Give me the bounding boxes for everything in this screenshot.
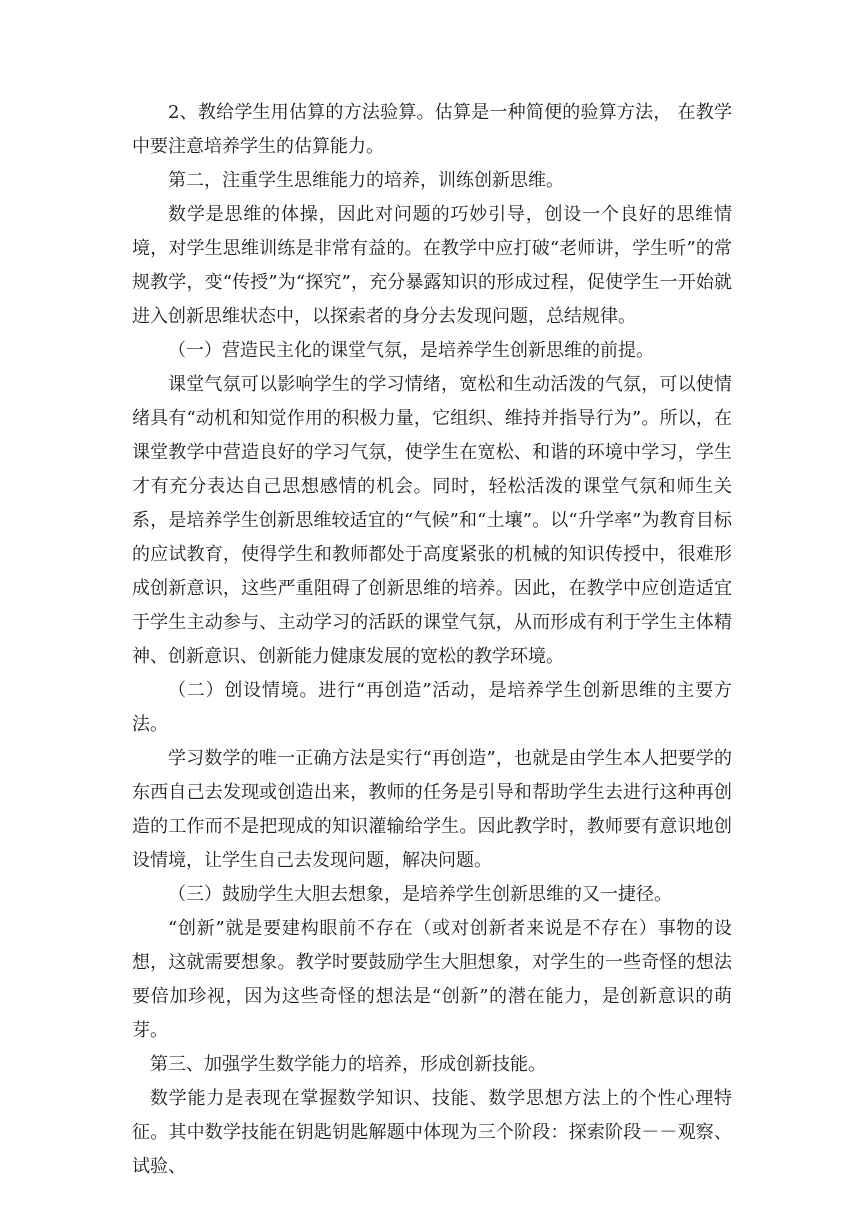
paragraph-recreation: 学习数学的唯一正确方法是实行“再创造”，也就是由学生本人把要学的东西自己去发现或创造出来，教师的任务是引导和帮助学生去进行这种再创造的工作而不是把现成的知识灌输给学生。因此教学时，教师要有意识地创设情境，让学生自己去发现问题，解决问题。 — [132, 748, 732, 871]
paragraph-classroom-atmosphere: 课堂气氛可以影响学生的学习情绪，宽松和生动活泼的气氛，可以使情绪具有“动机和知觉作用的积极力量，它组织、维持并指导行为”。所以，在课堂教学中营造良好的学习气氛，使学生在宽松、和谐的环境中学习，学生才有充分表达自己思想感情的机会。同时，轻松活泼的课堂气氛和师生关系，是培养学生创新思维较适宜的“气候”和“土壤”。以“升学率”为教育目标的应试教育，使得学生和教师都处于高度紧张的机械的知识传授中，很难形成创新意识，这些严重阻碍了创新思维的培养。因此，在教学中应创造适宜于学生主动参与、主动学习的活跃的课堂气氛，从而形成有利于学生主体精神、创新意识、创新能力健康发展的宽松的教学环境。 — [132, 374, 732, 667]
document-body — [132, 96, 732, 1184]
paragraph-innovation: “创新”就是要建构眼前不存在（或对创新者来说是不存在）事物的设想，这就需要想象。教学时要鼓励学生大胆想象，对学生的一些奇怪的想法要倍加珍视，因为这些奇怪的想法是“创新”的潜在能力，是创新意识的萌芽。 — [132, 918, 732, 1041]
heading-third-ability: 第三、加强学生数学能力的培养，形成创新技能。 — [150, 1054, 546, 1075]
subheading-democratic-atmosphere: （一）营造民主化的课堂气氛，是培养学生创新思维的前提。 — [168, 340, 654, 361]
paragraph-math-thinking: 数学是思维的体操，因此对问题的巧妙引导，创设一个良好的思维情境，对学生思维训练是非常有益的。在教学中应打破“老师讲，学生听”的常规教学，变“传授”为“探究”，充分暴露知识的形成过程，促使学生一开始就进入创新思维状态中，以探索者的身分去发现问题，总结规律。 — [132, 204, 732, 327]
paragraph-math-ability: 数学能力是表现在掌握数学知识、技能、数学思想方法上的个性心理特征。其中数学技能在钥匙钥匙解题中体现为三个阶段：探索阶段－－观察、试验、 — [132, 1088, 732, 1177]
paragraph-estimation-check: 2、教给学生用估算的方法验算。估算是一种简便的验算方法， 在教学中要注意培养学生的估算能力。 — [132, 102, 732, 157]
subheading-create-situation: （二）创设情境。进行“再创造”活动，是培养学生创新思维的主要方法。 — [132, 680, 732, 735]
heading-second-thinking: 第二，注重学生思维能力的培养，训练创新思维。 — [168, 170, 564, 191]
subheading-imagination: （三）鼓励学生大胆去想象，是培养学生创新思维的又一捷径。 — [168, 884, 672, 905]
